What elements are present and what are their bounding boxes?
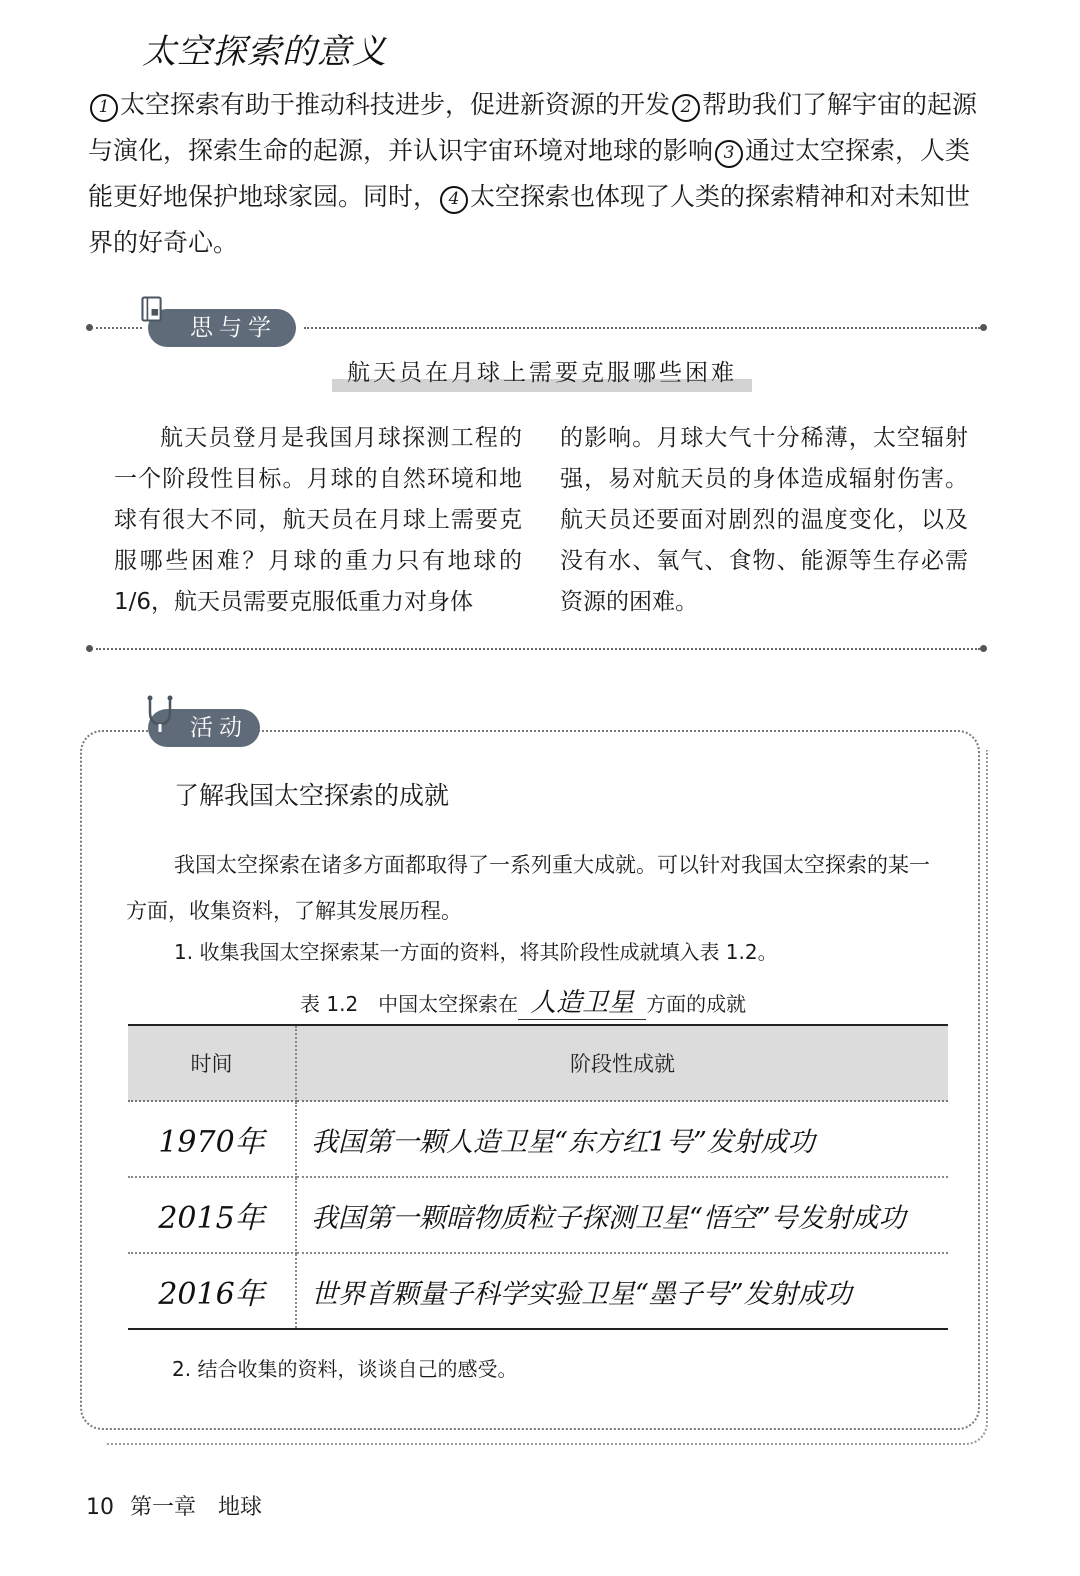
intro-segment-4: 太空探索也体现了人类的探索精神和对未知世界的好奇心。 bbox=[88, 182, 971, 257]
intro-segment-2: 帮助我们了解宇宙的起源与演化，探索生命的起源，并认识宇宙环境对地球的影响 bbox=[88, 90, 978, 165]
dotted-rule bbox=[96, 327, 142, 329]
rule-dot bbox=[86, 645, 93, 652]
intro-segment-3: 通过太空探索，人类能更好地保护地球家园。同时， bbox=[88, 136, 971, 211]
think-heading: 航天员在月球上需要克服哪些困难 bbox=[332, 355, 752, 395]
row-time: 1970年 bbox=[128, 1101, 296, 1177]
handwritten-title: 太空探索的意义 bbox=[142, 32, 387, 72]
activity-label: 活动 bbox=[190, 715, 248, 741]
header-achievement: 阶段性成就 bbox=[296, 1025, 948, 1101]
row-time: 2015年 bbox=[128, 1177, 296, 1253]
table-row bbox=[128, 1101, 948, 1177]
table-row bbox=[128, 1177, 948, 1253]
row-achievement: 我国第一颗人造卫星“东方红1号”发射成功 bbox=[296, 1101, 948, 1177]
stethoscope-icon bbox=[142, 694, 178, 734]
chapter-label: 第一章 地球 bbox=[130, 1495, 263, 1520]
caption-prefix: 表 1.2 中国太空探索在 bbox=[300, 992, 519, 1016]
think-text-right: 的影响。月球大气十分稀薄，太空辐射强，易对航天员的身体造成辐射伤害。航天员还要面对剧烈的温度变化，以及没有水、氧气、食物、能源等生存必需资源的困难。 bbox=[560, 425, 968, 615]
table-caption bbox=[300, 982, 746, 1020]
intro-paragraph bbox=[88, 82, 992, 266]
intro-segment-1: 太空探索有助于推动科技进步，促进新资源的开发 bbox=[120, 90, 671, 119]
activity-step-1: 1. 收集我国太空探索某一方面的资料，将其阶段性成就填入表 1.2。 bbox=[174, 940, 778, 964]
row-time: 2016年 bbox=[128, 1253, 296, 1329]
circle-number-2: 2 bbox=[672, 94, 700, 122]
dotted-rule bbox=[96, 648, 980, 650]
row-achievement: 我国第一颗暗物质粒子探测卫星“悟空”号发射成功 bbox=[296, 1177, 948, 1253]
table-header-row bbox=[128, 1025, 948, 1101]
page-footer bbox=[86, 1490, 262, 1521]
caption-blank bbox=[518, 982, 646, 1020]
circle-number-1: 1 bbox=[90, 94, 118, 122]
think-learn-badge bbox=[148, 309, 296, 347]
rule-dot bbox=[86, 324, 93, 331]
book-icon bbox=[140, 294, 168, 324]
row-achievement: 世界首颗量子科学实验卫星“墨子号”发射成功 bbox=[296, 1253, 948, 1329]
activity-paragraph: 我国太空探索在诸多方面都取得了一系列重大成就。可以针对我国太空探索的某一方面，收集资料，了解其发展历程。 bbox=[126, 853, 930, 923]
caption-handwritten-fill: 人造卫星 bbox=[530, 988, 635, 1018]
think-learn-label: 思与学 bbox=[190, 315, 277, 341]
dotted-rule bbox=[304, 327, 980, 329]
table-row bbox=[128, 1253, 948, 1329]
activity-title: 了解我国太空探索的成就 bbox=[174, 781, 450, 810]
circle-number-3: 3 bbox=[715, 140, 743, 168]
header-time: 时间 bbox=[128, 1025, 296, 1101]
rule-dot bbox=[980, 645, 987, 652]
circle-number-4: 4 bbox=[440, 186, 468, 214]
caption-suffix: 方面的成就 bbox=[646, 992, 747, 1016]
rule-dot bbox=[980, 324, 987, 331]
page-number: 10 bbox=[86, 1495, 114, 1520]
think-text-left: 航天员登月是我国月球探测工程的一个阶段性目标。月球的自然环境和地球有很大不同，航天员在月球上需要克服哪些困难？月球的重力只有地球的1/6，航天员需要克服低重力对身体 bbox=[114, 425, 522, 615]
achievements-table bbox=[128, 1024, 948, 1330]
activity-step-2: 2. 结合收集的资料，谈谈自己的感受。 bbox=[172, 1357, 518, 1381]
